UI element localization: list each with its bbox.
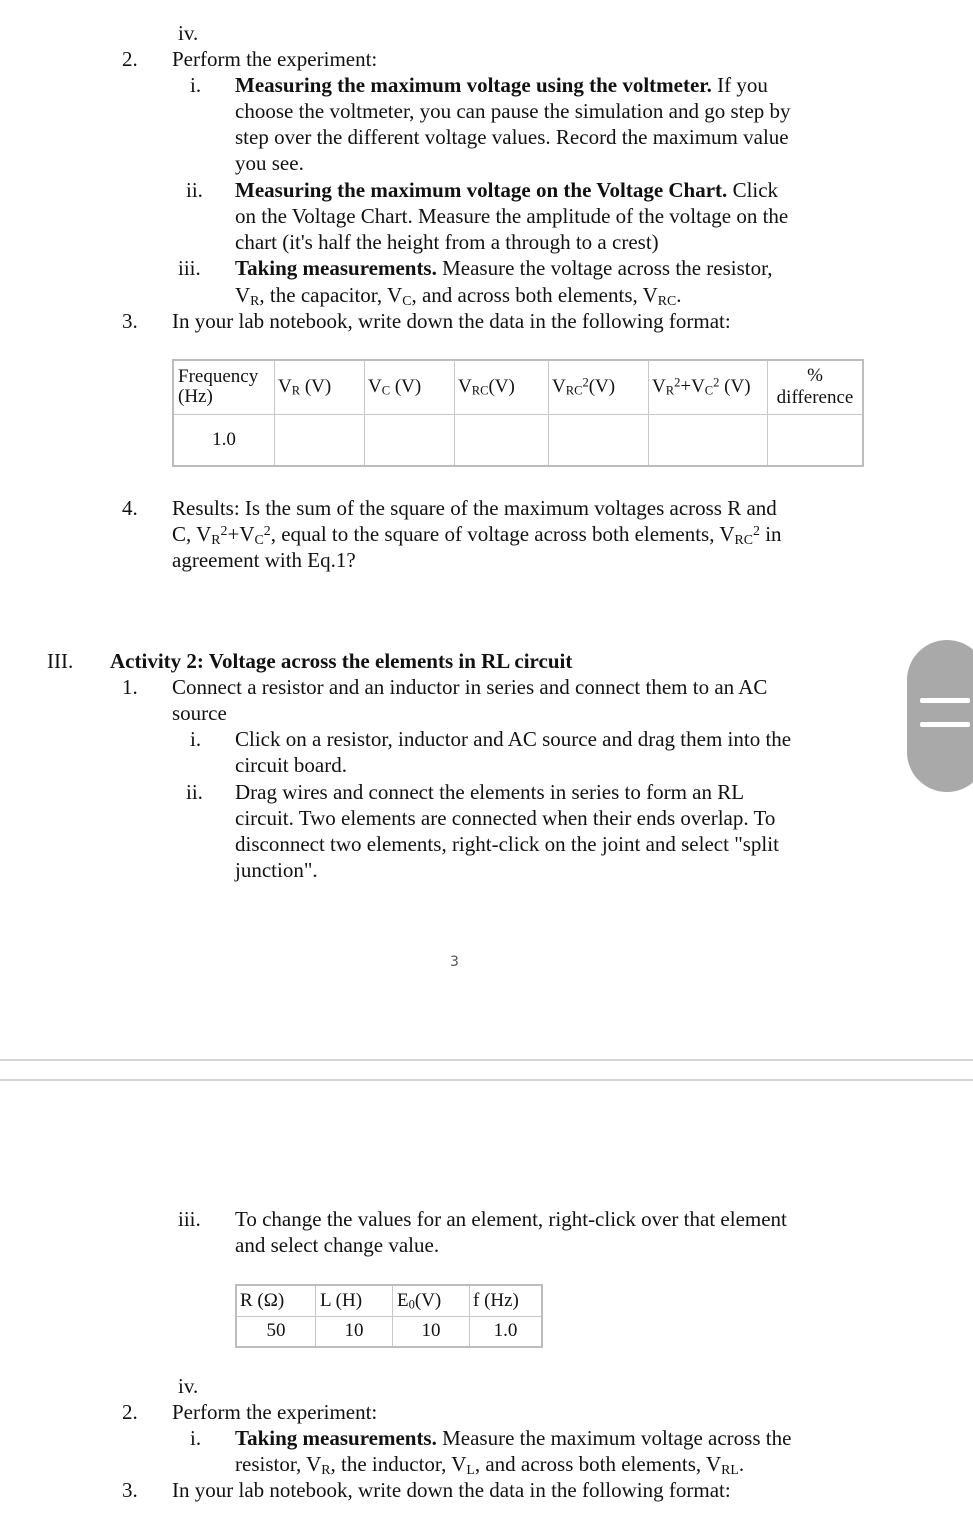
sub-iii-line2 bbox=[235, 282, 682, 308]
sub-ii-number: ii. bbox=[186, 178, 203, 202]
p2-sub-i-line2 bbox=[235, 1451, 744, 1477]
td-vrc-empty bbox=[455, 414, 549, 466]
s3-sub-ii-line2: circuit. Two elements are connected when their ends overlap. To bbox=[235, 806, 776, 830]
item-2-number: 2. bbox=[122, 47, 138, 71]
drag-handle[interactable] bbox=[907, 640, 973, 792]
text-fragment: , equal to the square of voltage across both elements, V bbox=[270, 522, 735, 546]
item-iv-label: iv. bbox=[178, 21, 199, 45]
sub-i-number: i. bbox=[190, 73, 202, 97]
th-percent-difference: % difference bbox=[768, 360, 864, 414]
p2-iv-label: iv. bbox=[178, 1374, 199, 1398]
p2-sub-iii-line1: To change the values for an element, right-click over that element bbox=[235, 1207, 787, 1231]
text-fragment: , the inductor, V bbox=[330, 1452, 467, 1476]
sub-iii-line1-rest: Measure the voltage across the resistor, bbox=[436, 256, 773, 280]
td-resistance: 50 bbox=[236, 1316, 316, 1347]
p2-item-2-number: 2. bbox=[122, 1400, 138, 1424]
th-frequency: f (Hz) bbox=[470, 1285, 543, 1316]
subscript-rc: RC bbox=[657, 292, 677, 308]
superscript-2: 2 bbox=[220, 522, 228, 538]
th-vr2-plus-vc2: $V_R^2+V_C^2$ (V) bbox=[649, 360, 768, 414]
th-vc: $V_C$ (V) bbox=[365, 360, 455, 414]
td-frequency: 1.0 bbox=[470, 1316, 543, 1347]
item-4-line1: Results: Is the sum of the square of the maximum voltages across R and bbox=[172, 496, 777, 520]
text-fragment: . bbox=[676, 283, 682, 307]
item-4-line3: agreement with Eq.1? bbox=[172, 548, 356, 572]
text-fragment: , and across both elements, V bbox=[411, 283, 658, 307]
td-vrc2-empty bbox=[549, 414, 649, 466]
section-3-number: III. bbox=[47, 649, 74, 673]
subscript-rc: RC bbox=[734, 531, 754, 547]
p2-sub-i-line1-rest: Measure the maximum voltage across the bbox=[436, 1426, 792, 1450]
p2-sub-i-number: i. bbox=[190, 1426, 202, 1450]
td-inductance: 10 bbox=[316, 1316, 393, 1347]
td-emf: 10 bbox=[393, 1316, 470, 1347]
sub-ii-line2: on the Voltage Chart. Measure the amplitude of the voltage on the bbox=[235, 204, 789, 228]
sub-i-line1-rest: If you bbox=[711, 73, 768, 97]
subscript-r: R bbox=[321, 1461, 331, 1477]
superscript-2: 2 bbox=[263, 522, 271, 538]
p2-item-2-text: Perform the experiment: bbox=[172, 1400, 378, 1424]
p2-item-3-number: 3. bbox=[122, 1478, 138, 1502]
s3-sub-i-number: i. bbox=[190, 727, 202, 751]
values-table-rl bbox=[235, 1284, 543, 1348]
s3-sub-ii-line4: junction". bbox=[235, 858, 318, 882]
td-frequency: 1.0 bbox=[173, 414, 275, 466]
s3-sub-ii-number: ii. bbox=[186, 780, 203, 804]
sub-iii-bold: Taking measurements. bbox=[235, 256, 437, 280]
text-fragment: in bbox=[759, 522, 782, 546]
handle-grip-icon bbox=[920, 698, 970, 703]
th-vrc-squared: $V_{RC}^2(V)$ bbox=[549, 360, 649, 414]
sub-i-line4: you see. bbox=[235, 151, 304, 175]
s3-item-1-line2: source bbox=[172, 701, 227, 725]
handle-grip-icon bbox=[920, 722, 970, 727]
th-vrc: $V_{RC}(V)$ bbox=[455, 360, 549, 414]
td-pct-empty bbox=[768, 414, 864, 466]
item-4-number: 4. bbox=[122, 496, 138, 520]
subscript-rl: RL bbox=[721, 1461, 739, 1477]
sub-ii-bold: Measuring the maximum voltage on the Voltage Chart. bbox=[235, 178, 728, 202]
s3-sub-ii-line1: Drag wires and connect the elements in series to form an RL bbox=[235, 780, 745, 804]
sub-ii-line1 bbox=[235, 177, 778, 203]
symbol-v: V bbox=[235, 283, 251, 307]
item-3-text: In your lab notebook, write down the data in the following format: bbox=[172, 309, 731, 333]
text-fragment: resistor, V bbox=[235, 1452, 322, 1476]
s3-item-1-line1: Connect a resistor and an inductor in series and connect them to an AC bbox=[172, 675, 768, 699]
td-vc-empty bbox=[365, 414, 455, 466]
p2-sub-iii-line2: and select change value. bbox=[235, 1233, 440, 1257]
text-fragment: . bbox=[738, 1452, 745, 1476]
s3-sub-i-line2: circuit board. bbox=[235, 753, 347, 777]
p2-sub-i-line1 bbox=[235, 1425, 791, 1451]
td-vr-empty bbox=[275, 414, 365, 466]
p2-sub-iii-number: iii. bbox=[178, 1207, 201, 1231]
sub-ii-line3: chart (it's half the height from a through to a crest) bbox=[235, 230, 659, 254]
p2-item-3-text: In your lab notebook, write down the data in the following format: bbox=[172, 1478, 731, 1502]
th-vr: $V_R$ (V) bbox=[275, 360, 365, 414]
subscript-c: C bbox=[402, 292, 412, 308]
section-3-title: Activity 2: Voltage across the elements in RL circuit bbox=[110, 649, 573, 673]
superscript-2: 2 bbox=[753, 522, 760, 538]
subscript-c: C bbox=[254, 531, 264, 547]
th-inductance: L (H) bbox=[316, 1285, 393, 1316]
subscript-l: L bbox=[466, 1461, 475, 1477]
page-separator-bottom bbox=[0, 1079, 973, 1081]
page-number: 3 bbox=[450, 954, 459, 970]
data-table-rc bbox=[172, 359, 864, 467]
text-fragment: +V bbox=[227, 522, 255, 546]
text-fragment: , and across both elements, V bbox=[474, 1452, 722, 1476]
s3-sub-ii-line3: disconnect two elements, right-click on the joint and select "split bbox=[235, 832, 779, 856]
item-3-number: 3. bbox=[122, 309, 138, 333]
th-frequency: Frequency (Hz) bbox=[173, 360, 275, 414]
text-fragment: C, V bbox=[172, 522, 212, 546]
sub-ii-line1-rest: Click bbox=[727, 178, 779, 202]
sub-i-line1 bbox=[235, 72, 768, 98]
sub-i-bold: Measuring the maximum voltage using the voltmeter. bbox=[235, 73, 712, 97]
item-4-line2 bbox=[172, 521, 782, 547]
sub-iii-number: iii. bbox=[178, 256, 201, 280]
subscript-r: R bbox=[211, 531, 221, 547]
s3-item-1-number: 1. bbox=[122, 675, 138, 699]
td-sum-empty bbox=[649, 414, 768, 466]
sub-i-line2: choose the voltmeter, you can pause the simulation and go step by bbox=[235, 99, 791, 123]
s3-sub-i-line1: Click on a resistor, inductor and AC source and drag them into the bbox=[235, 727, 792, 751]
subscript-r: R bbox=[250, 292, 260, 308]
th-resistance: R (Ω) bbox=[236, 1285, 316, 1316]
sub-iii-line1 bbox=[235, 255, 773, 281]
p2-sub-i-bold: Taking measurements. bbox=[235, 1426, 437, 1450]
sub-i-line3: step over the different voltage values. Record the maximum value bbox=[235, 125, 789, 149]
th-emf: $E_0(V)$ bbox=[393, 1285, 470, 1316]
page-separator-top bbox=[0, 1059, 973, 1061]
item-2-text: Perform the experiment: bbox=[172, 47, 378, 71]
text-fragment: , the capacitor, V bbox=[259, 283, 403, 307]
